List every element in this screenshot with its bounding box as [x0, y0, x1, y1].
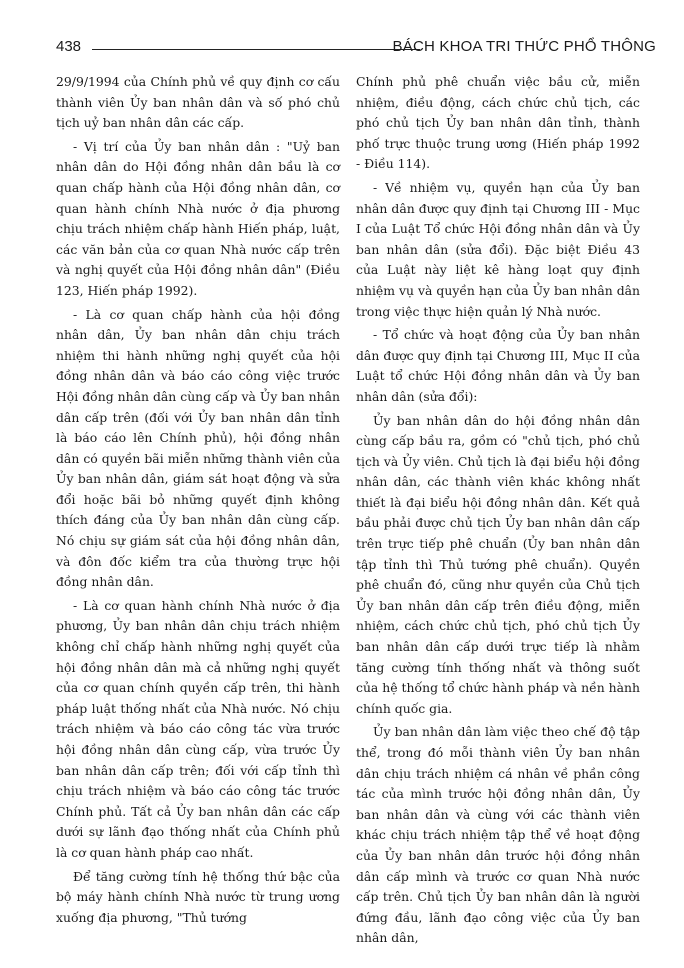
right-column [356, 72, 640, 952]
paragraph: Ủy ban nhân dân làm việc theo chế độ tập thể, trong đó mỗi thành viên Ủy ban nhân dân chịu trách nhiệm cá nhân về phần công tác của mình trước hội đồng nhân dân, Ủy ban nhân dân và cùng với các thành viên khác chịu trách nhiệm tập thể về hoạt động của Ủy ban nhân dân trước hội đồng nhân dân cấp mình và trước cơ quan Nhà nước cấp trên. Chủ tịch Ủy ban nhân dân là người đứng đầu, lãnh đạo công việc của Ủy ban nhân dân, [356, 724, 640, 946]
paragraph: 29/9/1994 của Chính phủ về quy định cơ cấu thành viên Ủy ban nhân dân và số phó chủ tịch uỷ ban nhân dân các cấp. [56, 74, 340, 131]
paragraph: - Là cơ quan chấp hành của hội đồng nhân dân, Ủy ban nhân dân chịu trách nhiệm thi hành những nghị quyết của hội đồng nhân dân và báo cáo công việc trước Hội đồng nhân dân cùng cấp và Ủy ban nhân dân cấp trên (đối với Ủy ban nhân dân tỉnh là báo cáo lên Chính phủ), hội đồng nhân dân có quyền bãi miễn những thành viên của Ủy ban nhân dân, giám sát hoạt động và sửa đổi hoặc bãi bỏ những quyết định không thích đáng của Ủy ban nhân dân cùng cấp. Nó chịu sự giám sát của hội đồng nhân dân, và đôn đốc kiểm tra của thường trực hội đồng nhân dân. [56, 306, 340, 590]
running-header [56, 36, 656, 62]
paragraph: - Tổ chức và hoạt động của Ủy ban nhân dân được quy định tại Chương III, Mục II của Luật tổ chức Hội đồng nhân dân và Ủy ban nhân dân (sửa đổi): [356, 327, 640, 404]
paragraph: - Vị trí của Ủy ban nhân dân : "Uỷ ban nhân dân do Hội đồng nhân dân bầu là cơ quan chấp hành của Hội đồng nhân dân, cơ quan hành chính Nhà nước ở địa phương chịu trách nhiệm chấp hành Hiến pháp, luật, các văn bản của cơ quan Nhà nước cấp trên và nghị quyết của Hội đồng nhân dân" (Điều 123, Hiến pháp 1992). [56, 138, 340, 298]
left-column [56, 72, 340, 931]
page-number: 438 [56, 38, 82, 55]
header-rule [92, 49, 420, 50]
paragraph: Để tăng cường tính hệ thống thứ bậc của bộ máy hành chính Nhà nước từ trung ương xuống địa phương, "Thủ tướng [56, 868, 340, 925]
running-title: BÁCH KHOA TRI THỨC PHỔ THÔNG [392, 38, 656, 55]
paragraph: - Về nhiệm vụ, quyền hạn của Ủy ban nhân dân được quy định tại Chương III - Mục I của Luật Tổ chức Hội đồng nhân dân và Ủy ban nhân dân (sửa đổi). Đặc biệt Điều 43 của Luật này liệt kê hàng loạt quy định nhiệm vụ và quyền hạn của Ủy ban nhân dân trong việc thực hiện quản lý Nhà nước. [356, 179, 640, 319]
paragraph: Ủy ban nhân dân do hội đồng nhân dân cùng cấp bầu ra, gồm có "chủ tịch, phó chủ tịch và Ủy viên. Chủ tịch là đại biểu hội đồng nhân dân, các thành viên khác không nhất thiết là đại biểu hội đồng nhân dân. Kết quả bầu phải được chủ tịch Ủy ban nhân dân cấp trên trực tiếp phê chuẩn (Ủy ban nhân dân tập tỉnh thì Thủ tướng phê chuẩn). Quyền phê chuẩn đó, cũng như quyền của Chủ tịch Ủy ban nhân dân cấp trên điều động, miễn nhiệm, cách chức chủ tịch, phó chủ tịch Ủy ban nhân dân cấp dưới trực tiếp là nhằm tăng cường tính thống nhất và thông suốt của hệ thống tổ chức hành pháp và nền hành chính quốc gia. [356, 412, 640, 716]
paragraph: Chính phủ phê chuẩn việc bầu cử, miễn nhiệm, điều động, cách chức chủ tịch, các phó chủ tịch Ủy ban nhân dân tỉnh, thành phố trực thuộc trung ương (Hiến pháp 1992 - Điều 114). [356, 74, 640, 172]
paragraph: - Là cơ quan hành chính Nhà nước ở địa phương, Ủy ban nhân dân chịu trách nhiệm không chỉ chấp hành những nghị quyết của hội đồng nhân dân mà cả những nghị quyết của cơ quan chính quyền cấp trên, thi hành pháp luật thống nhất của Nhà nước. Nó chịu trách nhiệm và báo cáo công tác vừa trước hội đồng nhân dân cùng cấp, vừa trước Ủy ban nhân dân cấp trên; đối với cấp tỉnh thì chịu trách nhiệm và báo cáo công tác trước Chính phủ. Tất cả Ủy ban nhân dân các cấp dưới sự lãnh đạo thống nhất của Chính phủ là cơ quan hành pháp cao nhất. [56, 597, 340, 860]
